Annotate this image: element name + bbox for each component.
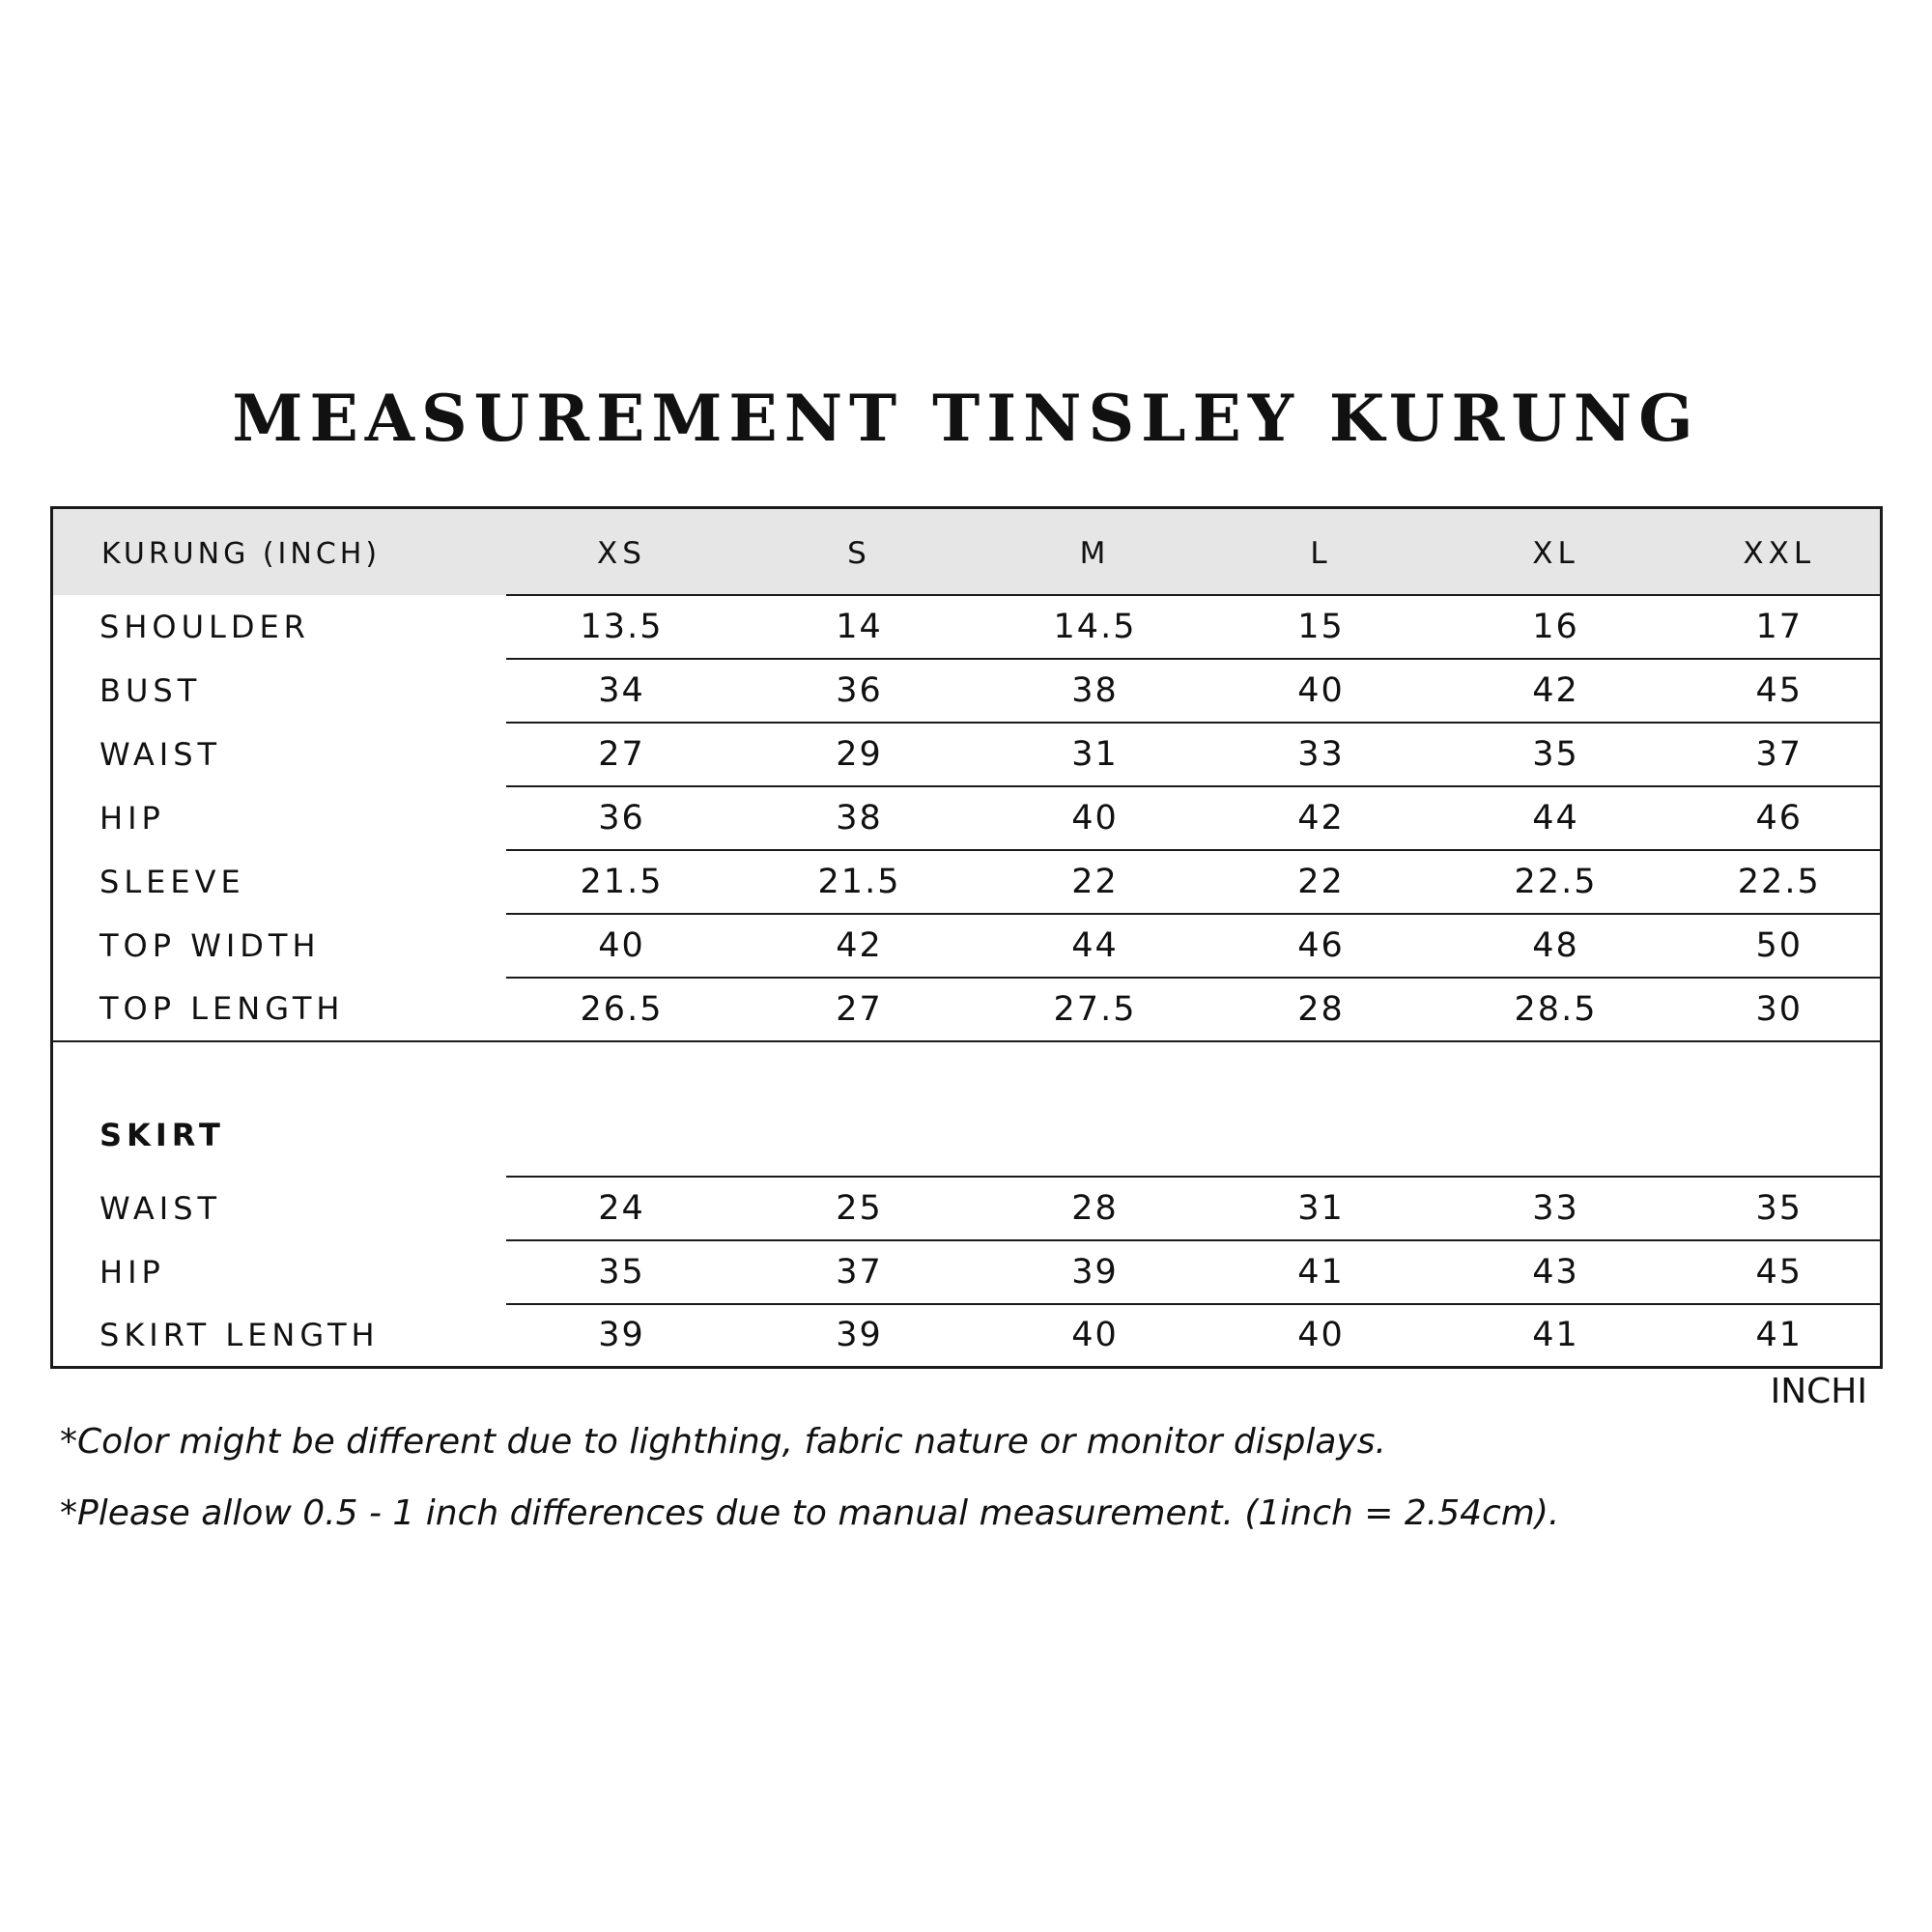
measurement-value: 14.5 — [981, 595, 1209, 659]
measurement-value: 31 — [1209, 1177, 1434, 1240]
measurement-value: 27 — [738, 978, 981, 1041]
measurement-value: 25 — [738, 1177, 981, 1240]
measurement-value: 30 — [1679, 978, 1882, 1041]
measurement-value: 22.5 — [1434, 850, 1679, 914]
section-spacer — [506, 1041, 1882, 1177]
measurement-value: 41 — [1434, 1304, 1679, 1368]
measurement-value: 37 — [738, 1240, 981, 1304]
size-header: XS — [597, 535, 646, 571]
measurement-value: 46 — [1679, 786, 1882, 850]
measurement-value: 36 — [738, 659, 981, 723]
size-header: XXL — [1743, 535, 1816, 571]
measurement-value: 40 — [1209, 659, 1434, 723]
measurement-disclaimer: *Please allow 0.5 - 1 inch differences due to manual measurement. (1inch = 2.54cm). — [60, 1493, 1560, 1533]
unit-note: INCHI — [1770, 1372, 1867, 1411]
measurement-value: 40 — [1209, 1304, 1434, 1368]
table-row — [52, 659, 1882, 723]
measurement-value: 35 — [1434, 723, 1679, 786]
measurement-value: 27.5 — [981, 978, 1209, 1041]
measurement-value: 40 — [506, 914, 738, 978]
measurement-label: SLEEVE — [99, 863, 245, 900]
measurement-value: 15 — [1209, 595, 1434, 659]
measurement-value: 38 — [981, 659, 1209, 723]
measurement-value: 31 — [981, 723, 1209, 786]
measurement-value: 44 — [981, 914, 1209, 978]
measurement-value: 22 — [981, 850, 1209, 914]
size-header: M — [1079, 535, 1111, 571]
measurement-value: 48 — [1434, 914, 1679, 978]
measurement-value: 26.5 — [506, 978, 738, 1041]
measurement-label: SKIRT LENGTH — [99, 1316, 380, 1353]
table-row — [52, 723, 1882, 786]
measurement-label: WAIST — [99, 735, 222, 773]
measurement-label: SHOULDER — [99, 608, 310, 645]
page-title: MEASUREMENT TINSLEY KURUNG — [232, 381, 1700, 456]
measurement-value: 35 — [506, 1240, 738, 1304]
table-body — [52, 595, 1882, 1368]
measurement-value: 41 — [1209, 1240, 1434, 1304]
header-label: KURUNG (INCH) — [101, 536, 382, 571]
table-row — [52, 978, 1882, 1041]
table-row — [52, 1304, 1882, 1368]
measurement-value: 42 — [1209, 786, 1434, 850]
measurement-value: 45 — [1679, 659, 1882, 723]
measurement-value: 21.5 — [506, 850, 738, 914]
size-header: S — [847, 535, 871, 571]
measurement-value: 33 — [1434, 1177, 1679, 1240]
measurement-value: 43 — [1434, 1240, 1679, 1304]
measurement-value: 29 — [738, 723, 981, 786]
measurement-value: 22 — [1209, 850, 1434, 914]
table-row — [52, 850, 1882, 914]
measurement-value: 17 — [1679, 595, 1882, 659]
measurement-value: 34 — [506, 659, 738, 723]
measurement-value: 21.5 — [738, 850, 981, 914]
section-heading: SKIRT — [52, 1041, 506, 1177]
measurement-value: 41 — [1679, 1304, 1882, 1368]
size-header: L — [1310, 535, 1332, 571]
measurement-value: 45 — [1679, 1240, 1882, 1304]
size-chart-table — [50, 506, 1883, 1369]
measurement-value: 24 — [506, 1177, 738, 1240]
table-row — [52, 1177, 1882, 1240]
measurement-value: 44 — [1434, 786, 1679, 850]
skirt-section-row — [52, 1041, 1882, 1177]
measurement-label: TOP LENGTH — [99, 990, 345, 1027]
measurement-value: 33 — [1209, 723, 1434, 786]
measurement-value: 40 — [981, 786, 1209, 850]
measurement-value: 38 — [738, 786, 981, 850]
measurement-value: 39 — [738, 1304, 981, 1368]
table-row — [52, 1240, 1882, 1304]
measurement-label: HIP — [99, 799, 165, 837]
measurement-value: 28.5 — [1434, 978, 1679, 1041]
measurement-value: 22.5 — [1679, 850, 1882, 914]
measurement-value: 14 — [738, 595, 981, 659]
measurement-value: 36 — [506, 786, 738, 850]
measurement-label: WAIST — [99, 1189, 222, 1227]
measurement-value: 42 — [738, 914, 981, 978]
color-disclaimer: *Color might be different due to lighthing, fabric nature or monitor displays. — [60, 1422, 1386, 1462]
table-header-row — [52, 508, 1882, 595]
measurement-value: 39 — [506, 1304, 738, 1368]
measurement-label: BUST — [99, 671, 202, 709]
measurement-value: 46 — [1209, 914, 1434, 978]
table-row — [52, 786, 1882, 850]
measurement-value: 50 — [1679, 914, 1882, 978]
measurement-value: 39 — [981, 1240, 1209, 1304]
measurement-value: 35 — [1679, 1177, 1882, 1240]
measurement-value: 28 — [1209, 978, 1434, 1041]
measurement-value: 27 — [506, 723, 738, 786]
table-row — [52, 914, 1882, 978]
measurement-value: 16 — [1434, 595, 1679, 659]
measurement-value: 40 — [981, 1304, 1209, 1368]
measurement-label: HIP — [99, 1253, 165, 1291]
measurement-value: 42 — [1434, 659, 1679, 723]
table-row — [52, 595, 1882, 659]
measurement-value: 37 — [1679, 723, 1882, 786]
size-header: XL — [1532, 535, 1579, 571]
measurement-label: TOP WIDTH — [99, 926, 321, 964]
measurement-value: 28 — [981, 1177, 1209, 1240]
measurement-value: 13.5 — [506, 595, 738, 659]
